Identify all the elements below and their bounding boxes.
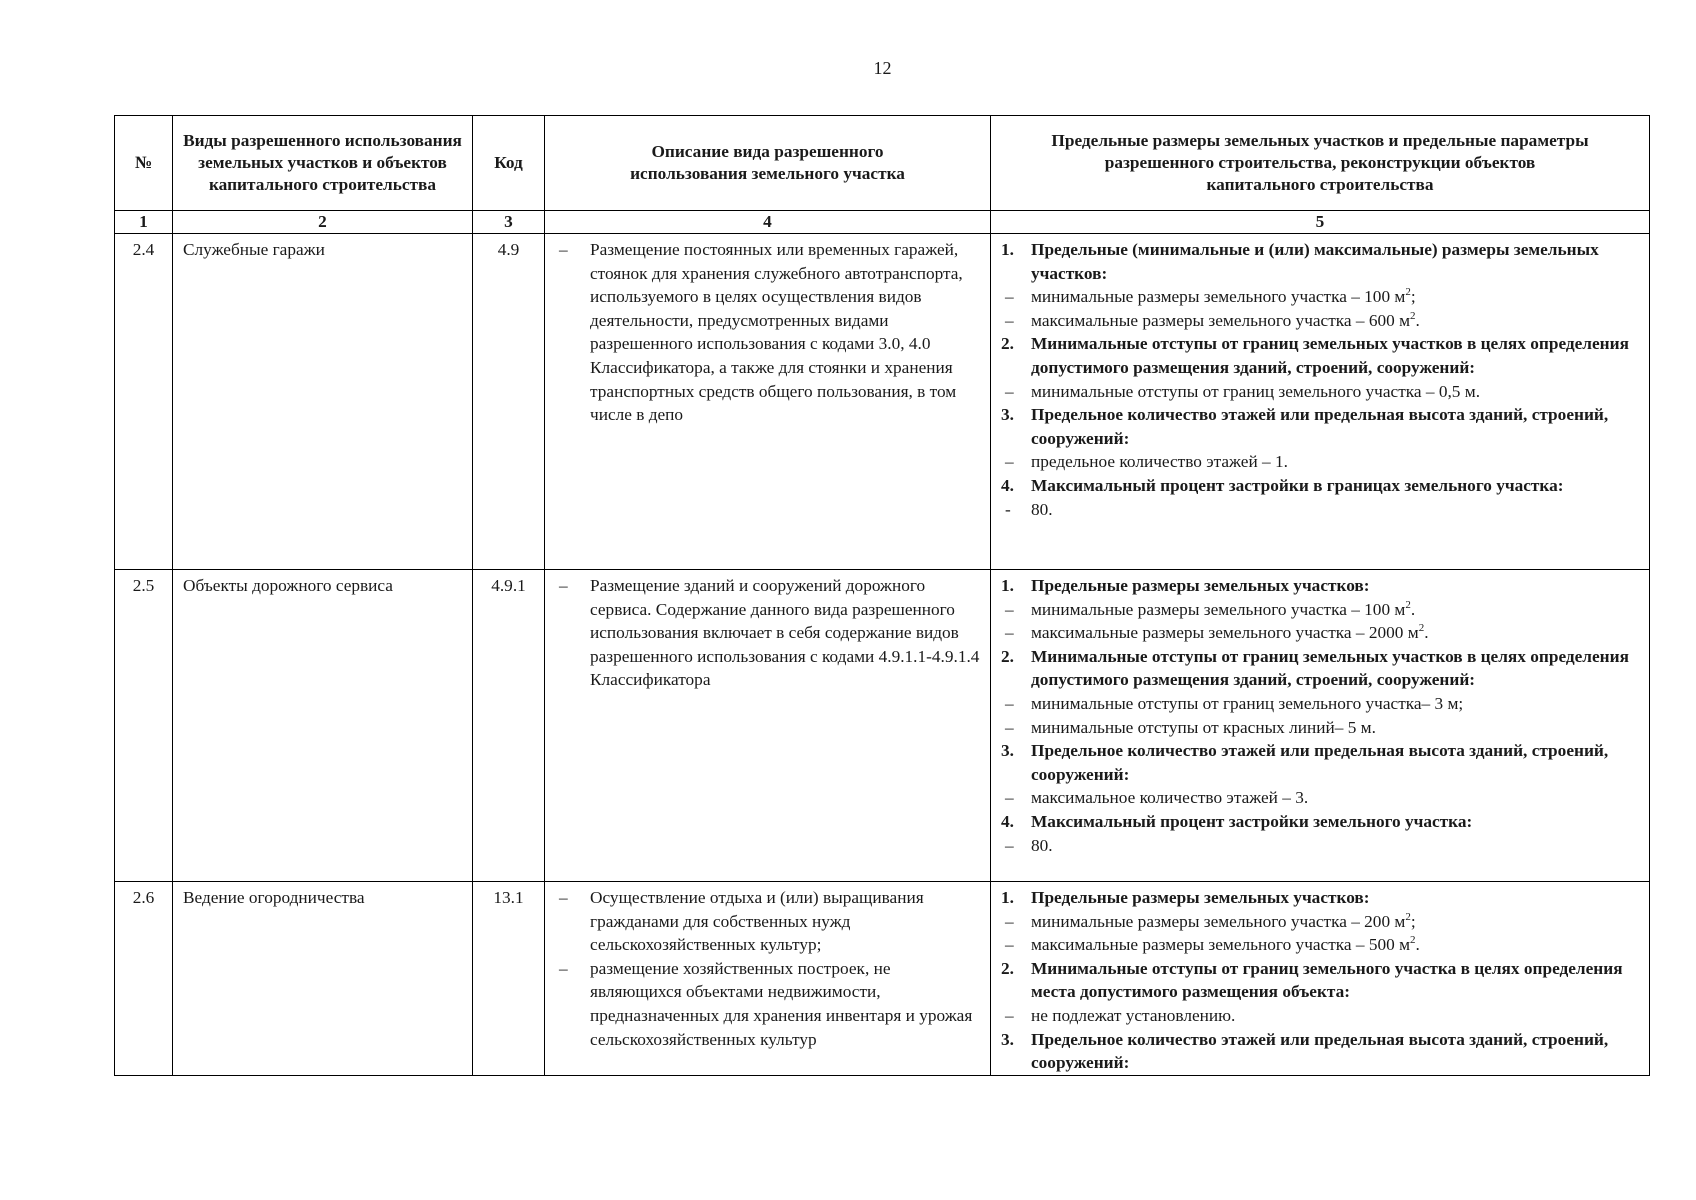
parameter-text xyxy=(1031,692,1641,716)
parameter-text xyxy=(1031,450,1641,474)
item-number: 4. xyxy=(1001,475,1014,495)
parameter-text xyxy=(1031,574,1641,598)
description-text: размещение хозяйственных построек, не являющихся объектами недвижимости, предназначенных для хранения инвентаря и урожая сельскохозяйственных культур xyxy=(590,958,973,1049)
parameter-text-main: максимальные размеры земельного участка – 500 м xyxy=(1031,935,1411,955)
column-header-num: № xyxy=(115,116,173,211)
parameter-value xyxy=(1001,598,1641,622)
item-number: 1. xyxy=(1001,888,1014,907)
parameter-text-main: 80. xyxy=(1031,499,1053,519)
parameter-value xyxy=(1001,380,1641,404)
use-type-code: 4.9.1 xyxy=(473,570,545,882)
parameter-text-main: минимальные отступы от красных линий– 5 м. xyxy=(1031,717,1376,737)
dash-marker: – xyxy=(559,888,568,907)
row-number: 2.6 xyxy=(115,882,173,1076)
dash-marker: – xyxy=(1005,623,1014,643)
parameter-value xyxy=(1001,450,1641,474)
use-description xyxy=(545,882,991,1076)
use-description xyxy=(545,234,991,570)
unit-superscript: 2 xyxy=(1405,598,1411,611)
parameter-text xyxy=(1031,645,1641,692)
page-number: 12 xyxy=(873,58,892,78)
description-text: Размещение постоянных или временных гаражей, стоянок для хранения служебного автотранспорта, используемого в целях осуществления видов деятельности, предусмотренных видами разрешенного использования с кодами 3.0, 4.0 Классификатора, а также для стоянки и хранения транспортных средств общего пользования, в том числе в депо xyxy=(590,240,963,425)
parameter-text-main: максимальные размеры земельного участка – 2000 м xyxy=(1031,623,1419,643)
description-item xyxy=(555,957,984,1051)
table-body xyxy=(115,234,1650,1076)
unit-superscript: 2 xyxy=(1405,910,1411,923)
parameter-text-main: Минимальные отступы от границ земельного участка в целях определения места допустимого размещения объекта: xyxy=(1031,958,1623,1002)
table-header-row xyxy=(115,116,1650,211)
column-number: 3 xyxy=(473,211,545,234)
parameter-value xyxy=(1001,692,1641,716)
column-header-code: Код xyxy=(473,116,545,211)
description-item xyxy=(555,574,984,692)
parameter-heading xyxy=(1001,957,1641,1004)
parameter-text xyxy=(1031,1004,1641,1028)
limit-parameters xyxy=(991,882,1650,1076)
parameter-text xyxy=(1031,598,1641,622)
parameter-value xyxy=(1001,786,1641,810)
parameter-text-main: Минимальные отступы от границ земельных участков в целях определения допустимого размещения зданий, строений, сооружений: xyxy=(1031,646,1629,690)
column-number: 5 xyxy=(991,211,1650,234)
parameter-text-tail: . xyxy=(1415,310,1420,330)
parameter-text-main: Предельное количество этажей или предельная высота зданий, строений, сооружений: xyxy=(1031,405,1609,448)
parameter-text-tail: ; xyxy=(1410,911,1416,931)
parameter-text-main: не подлежат установлению. xyxy=(1031,1005,1236,1025)
parameter-text-main: Предельные (минимальные и (или) максимальные) размеры земельных участков: xyxy=(1031,240,1599,283)
item-number: 2. xyxy=(1001,646,1014,666)
row-number: 2.4 xyxy=(115,234,173,570)
parameter-text xyxy=(1031,834,1641,858)
parameter-text-main: минимальные размеры земельного участка – 200 м xyxy=(1031,911,1406,931)
item-number: 2. xyxy=(1001,958,1014,978)
parameter-heading xyxy=(1001,739,1641,786)
use-type-name: Ведение огородничества xyxy=(173,882,473,1076)
item-number: 1. xyxy=(1001,240,1014,259)
dash-marker: – xyxy=(1005,911,1014,931)
column-number-row xyxy=(115,211,1650,234)
dash-marker: – xyxy=(1005,310,1014,330)
parameter-text xyxy=(1031,309,1641,333)
description-text: Размещение зданий и сооружений дорожного сервиса. Содержание данного вида разрешенного использования включает в себя содержание видов разрешенного использования с кодами 4.9.1.1-4.9.1.4 Классификатора xyxy=(590,576,980,690)
parameter-text-main: Максимальный процент застройки в границах земельного участка: xyxy=(1031,475,1564,495)
table-row xyxy=(115,570,1650,882)
column-header-name: Виды разрешенного использования земельных участков и объектов капитального строительства xyxy=(173,116,473,211)
description-item xyxy=(555,886,984,957)
unit-superscript: 2 xyxy=(1418,622,1425,635)
parameter-value xyxy=(1001,621,1641,645)
parameter-heading xyxy=(1001,810,1641,834)
parameter-heading xyxy=(1001,1028,1641,1075)
parameter-text-main: предельное количество этажей – 1. xyxy=(1031,452,1288,472)
parameter-text xyxy=(1031,332,1641,379)
use-type-name: Объекты дорожного сервиса xyxy=(173,570,473,882)
use-type-code: 4.9 xyxy=(473,234,545,570)
description-item xyxy=(555,238,984,427)
parameter-heading xyxy=(1001,886,1641,910)
parameter-text-main: Предельные размеры земельных участков: xyxy=(1031,888,1370,907)
parameter-heading xyxy=(1001,238,1641,285)
parameter-text-tail: . xyxy=(1410,599,1416,619)
parameter-text-main: 80. xyxy=(1031,835,1053,855)
item-number: 3. xyxy=(1001,1029,1014,1049)
parameter-text-main: Предельное количество этажей или предельная высота зданий, строений, сооружений: xyxy=(1031,741,1609,784)
dash-marker: – xyxy=(559,576,568,595)
dash-marker: – xyxy=(1005,693,1014,713)
parameter-text-main: Предельные размеры земельных участков: xyxy=(1031,576,1370,595)
parameter-value xyxy=(1001,933,1641,957)
parameter-text-tail: ; xyxy=(1410,287,1416,307)
parameter-text-main: максимальное количество этажей – 3. xyxy=(1031,788,1309,808)
parameter-text xyxy=(1031,886,1641,910)
column-number: 2 xyxy=(173,211,473,234)
parameter-text-main: максимальные размеры земельного участка – 600 м xyxy=(1031,310,1411,330)
column-header-params: Предельные размеры земельных участков и предельные параметры разрешенного строительства, реконструкции объектов капитального строительства xyxy=(991,116,1650,211)
parameter-text xyxy=(1031,238,1641,285)
parameter-heading xyxy=(1001,474,1641,498)
land-use-table xyxy=(114,115,1650,1076)
parameter-text xyxy=(1031,403,1641,450)
use-type-code: 13.1 xyxy=(473,882,545,1076)
dash-marker: – xyxy=(1005,381,1014,401)
unit-superscript: 2 xyxy=(1410,934,1416,947)
item-number: 3. xyxy=(1001,741,1014,761)
limit-parameters xyxy=(991,234,1650,570)
column-number: 1 xyxy=(115,211,173,234)
table-row xyxy=(115,882,1650,1076)
parameter-value xyxy=(1001,498,1641,522)
dash-marker: - xyxy=(1005,499,1011,519)
dash-marker: – xyxy=(1005,599,1014,619)
parameter-value xyxy=(1001,716,1641,740)
item-number: 2. xyxy=(1001,334,1014,354)
parameter-text xyxy=(1031,786,1641,810)
parameter-text xyxy=(1031,933,1641,957)
dash-marker: – xyxy=(1005,835,1014,855)
unit-superscript: 2 xyxy=(1410,310,1416,323)
column-number: 4 xyxy=(545,211,991,234)
parameter-text-main: минимальные размеры земельного участка – 100 м xyxy=(1031,287,1406,307)
parameter-value xyxy=(1001,910,1641,934)
row-number: 2.5 xyxy=(115,570,173,882)
parameter-text xyxy=(1031,716,1641,740)
parameter-text-main: Максимальный процент застройки земельного участка: xyxy=(1031,811,1473,831)
parameter-text xyxy=(1031,1028,1641,1075)
dash-marker: – xyxy=(1005,452,1014,472)
dash-marker: – xyxy=(1005,935,1014,955)
parameter-text-tail: . xyxy=(1424,623,1429,643)
dash-marker: – xyxy=(1005,788,1014,808)
parameter-text xyxy=(1031,474,1641,498)
parameter-value xyxy=(1001,1004,1641,1028)
item-number: 4. xyxy=(1001,811,1014,831)
dash-marker: – xyxy=(559,958,568,978)
parameter-text-main: минимальные отступы от границ земельного участка– 3 м; xyxy=(1031,693,1464,713)
dash-marker: – xyxy=(1005,1005,1014,1025)
unit-superscript: 2 xyxy=(1405,286,1411,299)
parameter-heading xyxy=(1001,403,1641,450)
column-header-description: Описание вида разрешенного использования земельного участка xyxy=(545,116,991,211)
parameter-text-main: Предельное количество этажей или предельная высота зданий, строений, сооружений: xyxy=(1031,1029,1609,1073)
limit-parameters xyxy=(991,570,1650,882)
parameter-text-tail: . xyxy=(1415,935,1420,955)
parameter-text xyxy=(1031,498,1641,522)
dash-marker: – xyxy=(1005,287,1014,307)
item-number: 1. xyxy=(1001,576,1014,595)
parameter-text xyxy=(1031,957,1641,1004)
parameter-text-main: минимальные размеры земельного участка – 100 м xyxy=(1031,599,1406,619)
use-type-name: Служебные гаражи xyxy=(173,234,473,570)
parameter-value xyxy=(1001,309,1641,333)
item-number: 3. xyxy=(1001,405,1014,425)
parameter-text xyxy=(1031,285,1641,309)
parameter-text xyxy=(1031,380,1641,404)
parameter-text xyxy=(1031,621,1641,645)
dash-marker: – xyxy=(1005,717,1014,737)
table-row xyxy=(115,234,1650,570)
parameter-text-main: минимальные отступы от границ земельного участка – 0,5 м. xyxy=(1031,381,1481,401)
parameter-value xyxy=(1001,285,1641,309)
parameter-text xyxy=(1031,739,1641,786)
use-description xyxy=(545,570,991,882)
dash-marker: – xyxy=(559,240,568,259)
parameter-heading xyxy=(1001,645,1641,692)
parameter-heading xyxy=(1001,332,1641,379)
parameter-value xyxy=(1001,834,1641,858)
description-text: Осуществление отдыха и (или) выращивания гражданами для собственных нужд сельскохозяйственных культур; xyxy=(590,888,924,955)
parameter-heading xyxy=(1001,574,1641,598)
parameter-text-main: Минимальные отступы от границ земельных участков в целях определения допустимого размещения зданий, строений, сооружений: xyxy=(1031,334,1629,377)
parameter-text xyxy=(1031,910,1641,934)
parameter-text xyxy=(1031,810,1641,834)
